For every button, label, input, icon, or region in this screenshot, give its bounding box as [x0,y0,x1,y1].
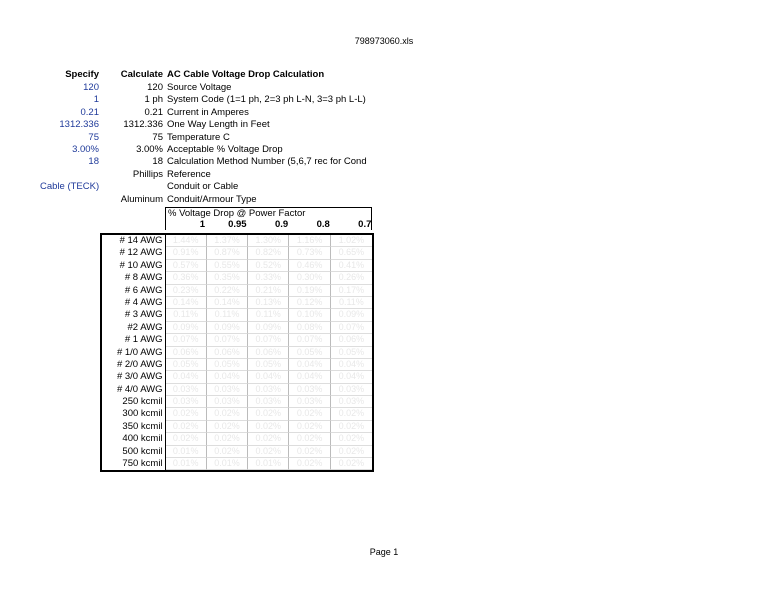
voltage-drop-cell: 0.14% [207,297,248,309]
power-factor-value: 0.95 [228,219,247,230]
cable-size-label: # 3/0 AWG [102,371,166,383]
calculate-header: Calculate [120,69,163,80]
table-row [102,433,372,445]
voltage-drop-cell: 0.09% [248,322,289,334]
voltage-drop-cell: 0.04% [289,359,330,371]
voltage-drop-cell: 0.52% [248,260,289,272]
voltage-drop-cell: 0.73% [289,247,330,259]
voltage-drop-cell: 0.04% [248,371,289,383]
cable-size-label: # 12 AWG [102,247,166,259]
calculate-cell: 120 [147,82,163,93]
specify-cell[interactable]: 1312.336 [59,119,99,131]
voltage-drop-cell: 0.05% [331,347,372,359]
voltage-drop-cell: 0.05% [289,347,330,359]
specify-cell[interactable]: 75 [88,131,99,143]
voltage-drop-cell: 0.22% [207,285,248,297]
power-factor-value: 0.8 [316,219,330,230]
table-row [102,371,372,383]
parameter-label: Calculation Method Number (5,6,7 rec for Cond [167,156,367,168]
voltage-drop-cell: 0.03% [207,384,248,396]
voltage-drop-cell: 0.65% [331,247,372,259]
voltage-drop-cell: 0.12% [289,297,330,309]
table-row [102,446,372,458]
voltage-drop-cell: 0.30% [289,272,330,284]
voltage-drop-cell: 0.35% [207,272,248,284]
table-row [102,384,372,396]
voltage-drop-cell: 1.37% [207,235,248,247]
voltage-drop-cell: 0.02% [248,433,289,445]
calculate-cell: 3.00% [136,144,163,155]
voltage-drop-cell: 0.36% [166,272,207,284]
voltage-drop-cell: 0.41% [331,260,372,272]
voltage-drop-cell: 0.07% [248,334,289,346]
table-row [102,247,372,259]
power-factor-value: 1 [199,219,205,230]
voltage-drop-cell: 0.23% [166,285,207,297]
voltage-drop-cell: 1.02% [331,235,372,247]
voltage-drop-cell: 0.55% [207,260,248,272]
table-row [102,347,372,359]
cable-size-label: 400 kcmil [102,433,166,445]
voltage-drop-cell: 0.02% [331,458,372,470]
voltage-drop-cell: 0.11% [166,309,207,321]
voltage-drop-cell: 1.30% [248,235,289,247]
voltage-drop-cell: 0.04% [166,371,207,383]
voltage-drop-cell: 0.87% [207,247,248,259]
table-row [102,458,372,470]
voltage-drop-cell: 0.01% [166,458,207,470]
voltage-drop-cell: 0.03% [248,384,289,396]
voltage-drop-cell: 0.05% [248,359,289,371]
cable-size-label: # 8 AWG [102,272,166,284]
table-row [102,322,372,334]
parameter-label: System Code (1=1 ph, 2=3 ph L-N, 3=3 ph L-L) [167,94,366,106]
voltage-drop-cell: 0.02% [166,408,207,420]
table-row [102,260,372,272]
voltage-drop-cell: 0.07% [289,334,330,346]
voltage-drop-cell: 0.04% [207,371,248,383]
cable-size-label: # 2/0 AWG [102,359,166,371]
table-row [102,334,372,346]
table-row [102,408,372,420]
voltage-drop-cell: 0.08% [289,322,330,334]
voltage-drop-cell: 0.03% [166,384,207,396]
voltage-drop-cell: 0.02% [289,433,330,445]
voltage-drop-cell: 0.03% [166,396,207,408]
voltage-drop-cell: 0.02% [248,446,289,458]
power-factor-header [165,207,372,230]
voltage-drop-cell: 0.91% [166,247,207,259]
table-row [102,421,372,433]
cable-size-label: # 6 AWG [102,285,166,297]
voltage-drop-cell: 0.03% [331,396,372,408]
table-row [102,297,372,309]
voltage-drop-cell: 0.02% [331,421,372,433]
voltage-drop-cell: 0.57% [166,260,207,272]
voltage-drop-cell: 0.02% [248,421,289,433]
voltage-drop-cell: 0.03% [289,396,330,408]
calculate-cell: 18 [152,156,163,168]
voltage-drop-cell: 0.06% [331,334,372,346]
voltage-drop-cell: 0.04% [289,371,330,383]
cable-size-label: # 4/0 AWG [102,384,166,396]
power-factor-value: 0.9 [274,219,289,230]
cable-size-label: # 14 AWG [102,235,166,247]
calculate-cell: 0.21 [144,106,163,118]
voltage-drop-cell: 0.09% [166,322,207,334]
voltage-drop-cell: 0.14% [166,297,207,309]
table-row [102,272,372,284]
voltage-drop-cell: 0.02% [289,458,330,470]
cable-size-label: # 1/0 AWG [102,347,166,359]
voltage-drop-cell: 0.02% [289,446,330,458]
cable-size-label: # 4 AWG [102,297,166,309]
voltage-drop-cell: 0.02% [207,421,248,433]
voltage-drop-cell: 0.03% [207,396,248,408]
cable-size-label: 750 kcmil [102,458,166,470]
voltage-drop-cell: 0.17% [331,285,372,297]
voltage-drop-cell: 0.05% [207,359,248,371]
cable-size-label: # 3 AWG [102,309,166,321]
voltage-drop-cell: 0.09% [207,322,248,334]
table-row [102,396,372,408]
voltage-drop-cell: 0.07% [166,334,207,346]
parameter-label: Conduit/Armour Type [167,193,257,205]
voltage-drop-cell: 0.02% [207,433,248,445]
table-row [102,285,372,297]
specify-cell[interactable]: 18 [88,156,99,168]
voltage-drop-cell: 0.01% [248,458,289,470]
sheet-title: AC Cable Voltage Drop Calculation [167,69,325,80]
cable-size-label: #2 AWG [102,322,166,334]
page-number: Page 1 [369,547,399,557]
calculate-cell: 75 [152,131,163,143]
voltage-drop-cell: 0.26% [331,272,372,284]
voltage-drop-cell: 0.01% [166,446,207,458]
voltage-drop-cell: 0.02% [166,421,207,433]
cable-size-label: 250 kcmil [102,396,166,408]
voltage-drop-cell: 0.02% [331,433,372,445]
specify-cell[interactable]: 3.00% [72,144,99,155]
parameter-label: One Way Length in Feet [167,119,270,131]
voltage-drop-cell: 0.11% [207,309,248,321]
voltage-drop-cell: 1.16% [289,235,330,247]
calculate-cell: 1312.336 [123,119,163,131]
table-row [102,359,372,371]
power-factor-value: 0.7 [358,219,372,230]
voltage-drop-cell: 0.04% [331,359,372,371]
voltage-drop-cell: 0.09% [331,309,372,321]
parameter-label: Acceptable % Voltage Drop [167,144,283,155]
specify-cell[interactable]: 120 [83,82,99,93]
specify-cell[interactable]: Cable (TECK) [40,181,100,193]
voltage-drop-cell: 0.10% [289,309,330,321]
voltage-drop-table [100,233,374,472]
voltage-drop-cell: 0.02% [207,446,248,458]
table-row [102,309,372,321]
calculate-cell: Phillips [132,168,163,180]
voltage-drop-cell: 0.03% [248,396,289,408]
voltage-drop-cell: 0.06% [248,347,289,359]
specify-cell[interactable]: 0.21 [80,106,99,118]
parameter-label: Source Voltage [167,82,232,93]
voltage-drop-cell: 0.46% [289,260,330,272]
cable-size-label: 300 kcmil [102,408,166,420]
voltage-drop-cell: 0.21% [248,285,289,297]
file-name: 798973060.xls [354,36,414,46]
voltage-drop-cell: 0.03% [289,384,330,396]
voltage-drop-cell: 0.02% [207,408,248,420]
parameter-label: Conduit or Cable [167,181,239,193]
table-row [102,235,372,247]
calculate-cell: Aluminum [120,193,163,205]
voltage-drop-cell: 0.33% [248,272,289,284]
voltage-drop-cell: 0.07% [207,334,248,346]
voltage-drop-cell: 0.06% [207,347,248,359]
voltage-drop-cell: 0.03% [331,384,372,396]
voltage-drop-cell: 0.04% [331,371,372,383]
voltage-drop-cell: 0.02% [248,408,289,420]
specify-header: Specify [65,69,99,80]
voltage-drop-cell: 0.02% [331,446,372,458]
specify-cell[interactable]: 1 [93,94,99,106]
parameter-label: Temperature C [167,131,230,143]
voltage-drop-cell: 0.02% [289,421,330,433]
parameter-label: Reference [167,168,211,180]
voltage-drop-cell: 1.44% [166,235,207,247]
voltage-drop-cell: 0.02% [331,408,372,420]
voltage-drop-cell: 0.11% [248,309,289,321]
parameter-label: Current in Amperes [167,106,249,118]
voltage-drop-cell: 0.06% [166,347,207,359]
voltage-drop-cell: 0.11% [331,297,372,309]
voltage-drop-cell: 0.02% [166,433,207,445]
voltage-drop-cell: 0.19% [289,285,330,297]
cable-size-label: # 10 AWG [102,260,166,272]
voltage-drop-cell: 0.07% [331,322,372,334]
cable-size-label: 350 kcmil [102,421,166,433]
voltage-drop-cell: 0.13% [248,297,289,309]
calculate-cell: 1 ph [144,94,163,106]
voltage-drop-cell: 0.05% [166,359,207,371]
cable-size-label: 500 kcmil [102,446,166,458]
voltage-drop-cell: 0.02% [289,408,330,420]
power-factor-title: % Voltage Drop @ Power Factor [168,208,306,219]
cable-size-label: # 1 AWG [102,334,166,346]
voltage-drop-cell: 0.82% [248,247,289,259]
voltage-drop-cell: 0.01% [207,458,248,470]
